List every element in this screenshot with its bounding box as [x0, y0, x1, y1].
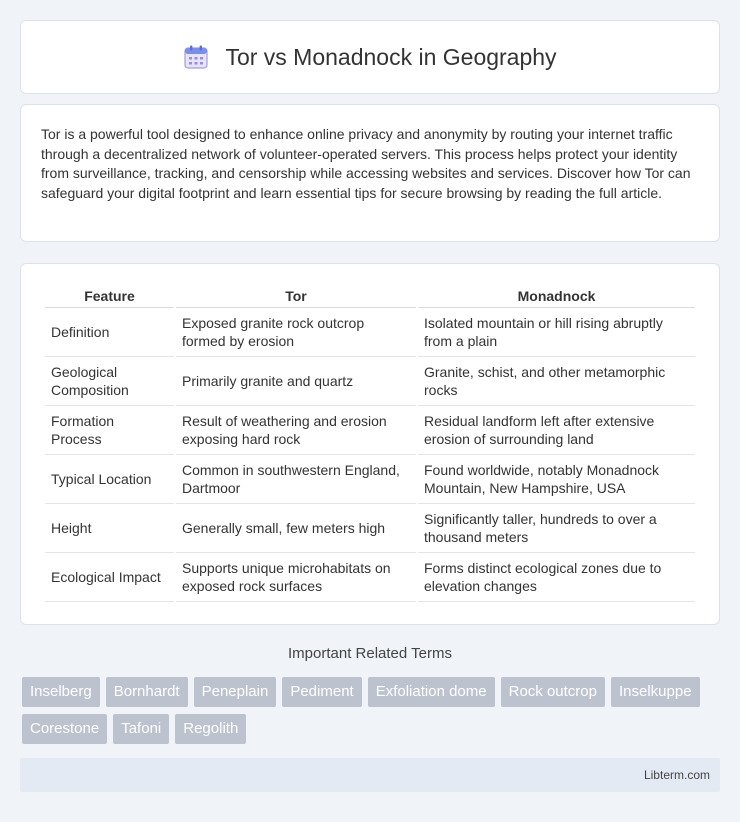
cell-feature: Formation Process — [45, 406, 174, 455]
header-card — [20, 20, 720, 94]
cell-tor: Generally small, few meters high — [176, 504, 416, 553]
table-row — [45, 308, 695, 357]
tag-pediment[interactable]: Pediment — [282, 677, 361, 707]
cell-monadnock: Granite, schist, and other metamorphic rocks — [418, 357, 695, 406]
tag-bornhardt[interactable]: Bornhardt — [106, 677, 188, 707]
table-row — [45, 504, 695, 553]
table-row — [45, 357, 695, 406]
tag-corestone[interactable]: Corestone — [22, 714, 107, 744]
tag-inselkuppe[interactable]: Inselkuppe — [611, 677, 700, 707]
tag-regolith[interactable]: Regolith — [175, 714, 246, 744]
cell-monadnock: Forms distinct ecological zones due to elevation changes — [418, 553, 695, 602]
tag-inselberg[interactable]: Inselberg — [22, 677, 100, 707]
cell-tor: Exposed granite rock outcrop formed by erosion — [176, 308, 416, 357]
cell-feature: Height — [45, 504, 174, 553]
intro-text: Tor is a powerful tool designed to enhance online privacy and anonymity by routing your internet traffic through a decentralized network of volunteer-operated servers. This process helps protect your identity from surveillance, tracking, and censorship while accessing websites and services. Discover how Tor can safeguard your digital footprint and learn essential tips for secure browsing by reading the full article. — [41, 126, 691, 201]
table-row — [45, 553, 695, 602]
header-feature: Feature — [45, 284, 174, 308]
cell-feature: Definition — [45, 308, 174, 357]
tag-peneplain[interactable]: Peneplain — [194, 677, 277, 707]
cell-monadnock: Residual landform left after extensive erosion of surrounding land — [418, 406, 695, 455]
comparison-table — [43, 284, 697, 602]
header-monadnock: Monadnock — [418, 284, 695, 308]
cell-feature: Ecological Impact — [45, 553, 174, 602]
cell-tor: Supports unique microhabitats on exposed rock surfaces — [176, 553, 416, 602]
cell-monadnock: Isolated mountain or hill rising abruptly from a plain — [418, 308, 695, 357]
cell-tor: Primarily granite and quartz — [176, 357, 416, 406]
table-row — [45, 455, 695, 504]
tag-exfoliation-dome[interactable]: Exfoliation dome — [368, 677, 495, 707]
comparison-card — [20, 263, 720, 625]
page-title: Tor vs Monadnock in Geography — [225, 43, 557, 70]
related-terms-list — [22, 677, 722, 744]
intro-card — [20, 104, 720, 242]
cell-feature: Geological Composition — [45, 357, 174, 406]
tag-rock-outcrop[interactable]: Rock outcrop — [501, 677, 605, 707]
table-row — [45, 406, 695, 455]
tag-tafoni[interactable]: Tafoni — [113, 714, 169, 744]
table-header-row — [45, 284, 695, 308]
footer-site-link[interactable]: Libterm.com — [643, 768, 710, 782]
cell-monadnock: Significantly taller, hundreds to over a thousand meters — [418, 504, 695, 553]
cell-feature: Typical Location — [45, 455, 174, 504]
cell-tor: Common in southwestern England, Dartmoor — [176, 455, 416, 504]
header-tor: Tor — [176, 284, 416, 308]
footer — [20, 758, 720, 792]
cell-monadnock: Found worldwide, notably Monadnock Mountain, New Hampshire, USA — [418, 455, 695, 504]
related-terms-title: Important Related Terms — [288, 645, 452, 662]
calendar-icon — [183, 44, 209, 70]
cell-tor: Result of weathering and erosion exposing hard rock — [176, 406, 416, 455]
